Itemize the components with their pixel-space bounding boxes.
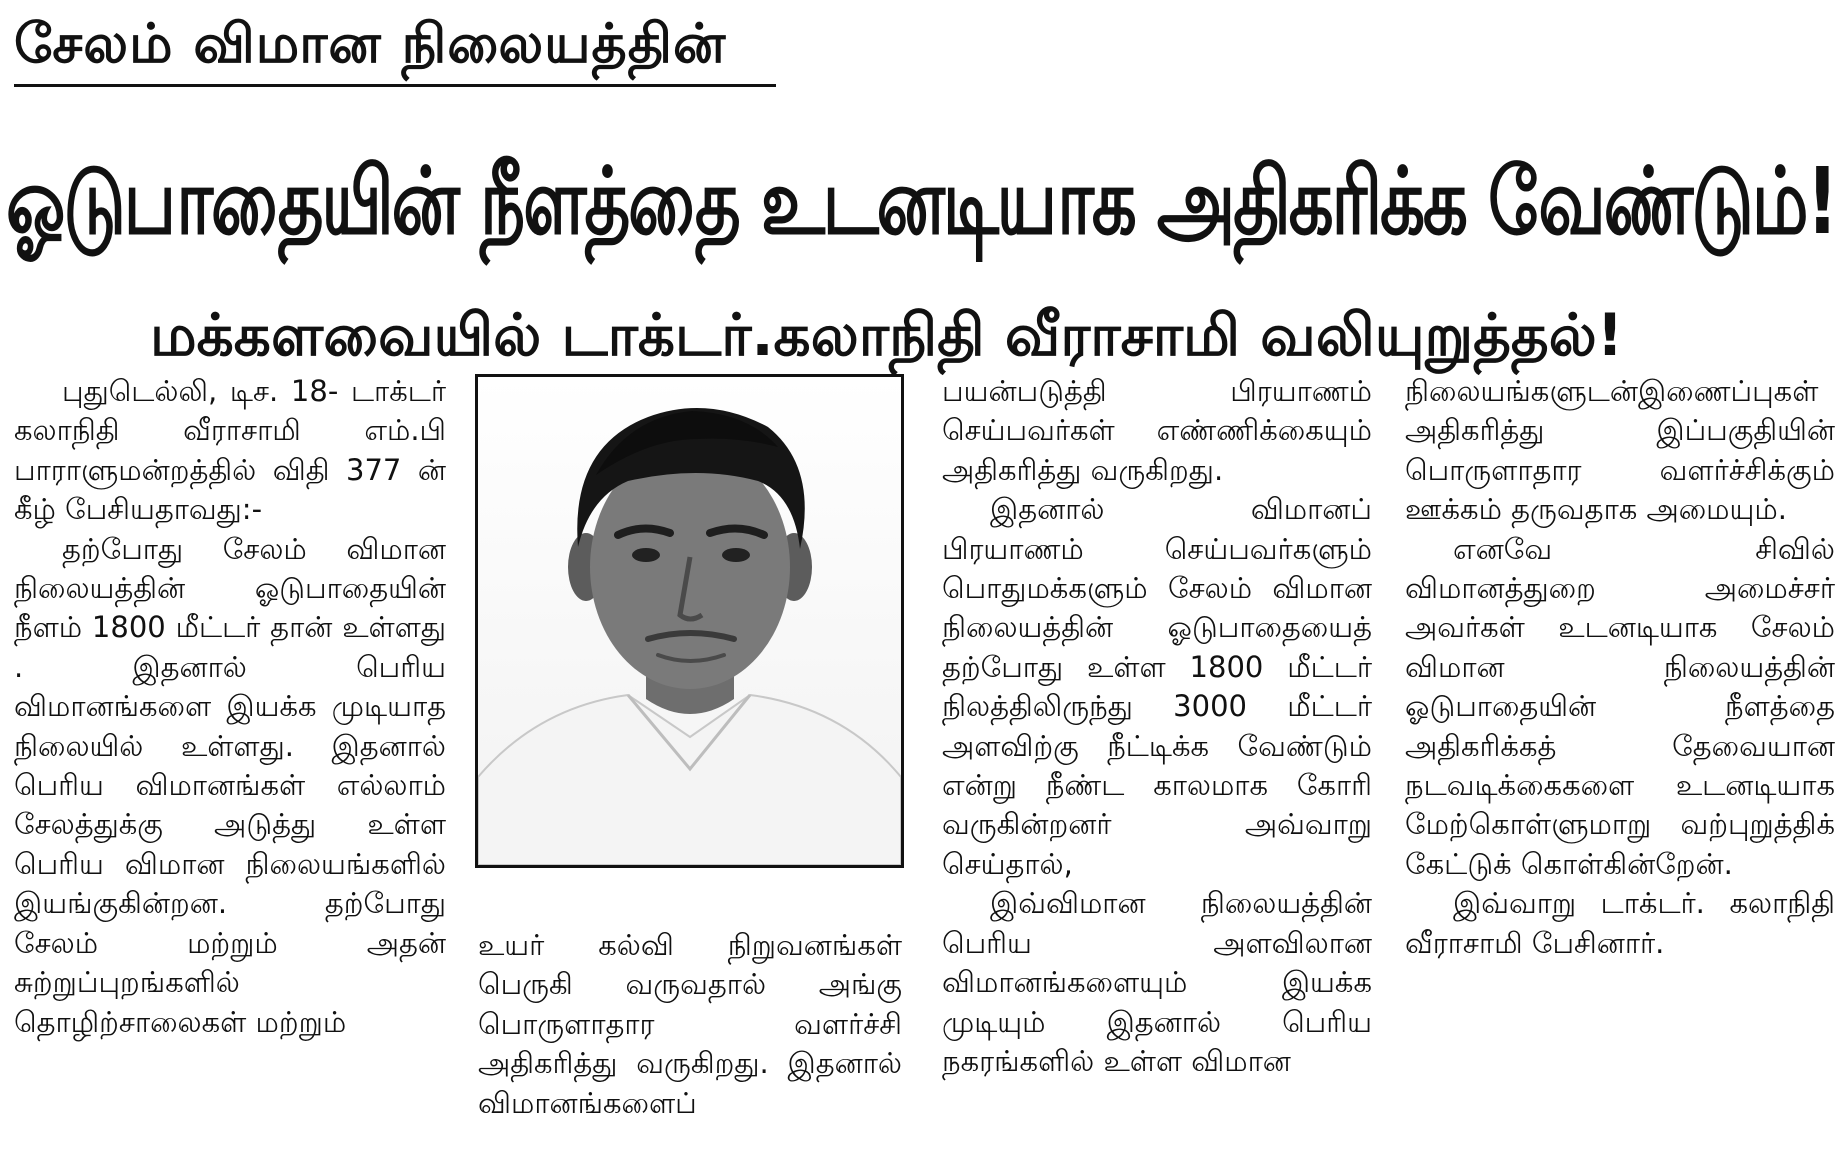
headline: ஓடுபாதையின் நீளத்தை உடனடியாக அதிகரிக்க வேண்டும்! <box>6 148 1837 255</box>
article-column-2 <box>478 926 902 1123</box>
portrait-image <box>478 377 901 865</box>
paragraph: எனவே சிவில் விமானத்துறை அமைச்சர் அவர்கள் உடனடியாக சேலம் விமான நிலையத்தின் ஓடுபாதையின் நீளத்தை அதிகரிக்கத் தேவையான நடவடிக்கைகளை உடனடியாக மேற்கொள்ளுமாறு வற்புறுத்திக் கேட்டுக் கொள்கின்றேன். <box>1405 531 1835 881</box>
portrait-photo <box>475 374 904 868</box>
paragraph-dateline: புதுடெல்லி, டிச. 18- டாக்டர் கலாநிதி வீராசாமி எம்.பி பாராளுமன்றத்தில் விதி 377 ன் கீழ் பேசியதாவது:- <box>14 374 446 527</box>
paragraph: உயர் கல்வி நிறுவனங்கள் பெருகி வருவதால் அங்கு பொருளாதார வளர்ச்சி அதிகரித்து வருகிறது. இதனால் விமானங்களைப் <box>478 928 902 1120</box>
article-column-4 <box>1405 372 1835 963</box>
subheadline: மக்களவையில் டாக்டர்.கலாநிதி வீராசாமி வலியுறுத்தல்! <box>150 301 1624 369</box>
paragraph: நிலையங்களுடன்இணைப்புகள் அதிகரித்து இப்பகுதியின் பொருளாதார வளர்ச்சிக்கும் ஊக்கம் தருவதாக அமையும். <box>1405 374 1835 527</box>
paragraph: இதனால் விமானப் பிரயாணம் செய்பவர்களும் பொதுமக்களும் சேலம் விமான நிலையத்தின் ஓடுபாதையைத் தற்போது உள்ள 1800 மீட்டர் நிலத்திலிருந்து 3000 மீட்டர் அளவிற்கு நீட்டிக்க வேண்டும் என்று நீண்ட காலமாக கோரி வருகின்றனர் அவ்வாறு செய்தால், <box>942 492 1372 881</box>
paragraph: தற்போது சேலம் விமான நிலையத்தின் ஓடுபாதையின் நீளம் 1800 மீட்டர் தான் உள்ளது . இதனால் பெரிய விமானங்களை இயக்க முடியாத நிலையில் உள்ளது. இதனால் பெரிய விமானங்கள் எல்லாம் சேலத்துக்கு அடுத்து உள்ள பெரிய விமான நிலையங்களில் இயங்குகின்றன. தற்போது சேலம் மற்றும் அதன் சுற்றுப்புறங்களில் தொழிற்சாலைகள் மற்றும் <box>14 531 446 1039</box>
article-column-1 <box>14 372 446 1042</box>
article-column-3 <box>942 372 1372 1081</box>
paragraph: இவ்விமான நிலையத்தின் பெரிய அளவிலான விமானங்களையும் இயக்க முடியும் இதனால் பெரிய நகரங்களில் உள்ள விமான <box>942 886 1372 1078</box>
paragraph: பயன்படுத்தி பிரயாணம் செய்பவர்கள் எண்ணிக்கையும் அதிகரித்து வருகிறது. <box>942 374 1372 487</box>
kicker-heading: சேலம் விமான நிலையத்தின் <box>14 4 776 87</box>
paragraph: இவ்வாறு டாக்டர். கலாநிதி வீராசாமி பேசினார். <box>1405 886 1835 960</box>
